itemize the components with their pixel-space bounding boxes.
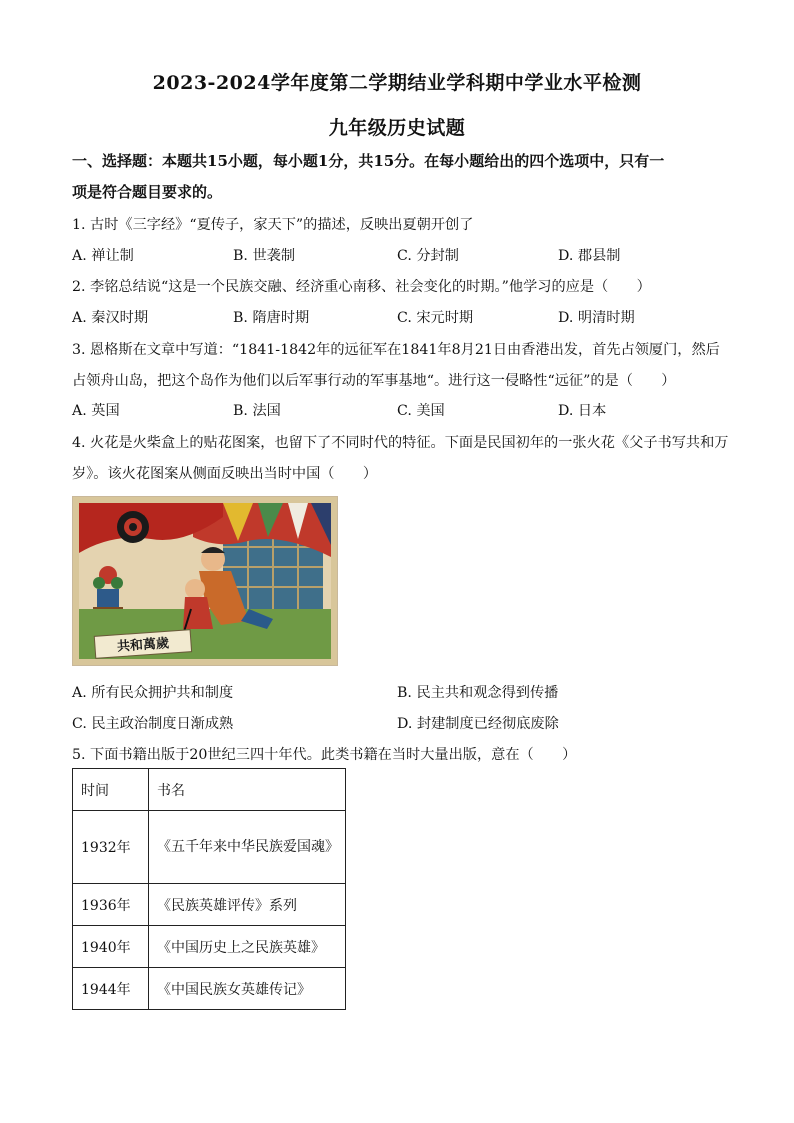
q1-option-a[interactable]: A. 禅让制	[72, 248, 134, 264]
q2-option-b[interactable]: B. 隋唐时期	[233, 310, 310, 326]
exam-subtitle: 九年级历史试题	[328, 117, 466, 139]
q4-option-a[interactable]: A. 所有民众拥护共和制度	[72, 685, 234, 701]
q3-stem-line1: 3. 恩格斯在文章中写道：“1841-1842年的远征军在1841年8月21日由香港出发，首先占领厦门，然后	[72, 342, 720, 358]
q1-option-b[interactable]: B. 世袭制	[233, 248, 296, 264]
q2-option-d[interactable]: D. 明清时期	[558, 310, 635, 326]
q1-option-d[interactable]: D. 郡县制	[558, 248, 621, 264]
table-header-title: 书名	[149, 769, 346, 811]
table-header-row	[73, 769, 346, 811]
q3-option-d[interactable]: D. 日本	[558, 403, 607, 419]
table-row	[73, 926, 346, 968]
table-row	[73, 884, 346, 926]
q4-option-c[interactable]: C. 民主政治制度日渐成熟	[72, 716, 234, 732]
q4-option-b[interactable]: B. 民主共和观念得到传播	[397, 685, 559, 701]
q2-option-a[interactable]: A. 秦汉时期	[72, 310, 149, 326]
q3-option-a[interactable]: A. 英国	[72, 403, 120, 419]
q3-option-c[interactable]: C. 美国	[397, 403, 445, 419]
table-cell-year: 1940年	[73, 926, 149, 968]
q1-stem: 1. 古时《三字经》“夏传子，家天下”的描述，反映出夏朝开创了	[72, 217, 474, 233]
table-cell-book: 《中国历史上之民族英雄》	[149, 926, 346, 968]
table-row	[73, 968, 346, 1010]
q5-stem: 5. 下面书籍出版于20世纪三四十年代。此类书籍在当时大量出版，意在（ ）	[72, 747, 577, 763]
q4-stem-line1: 4. 火花是火柴盒上的贴花图案，也留下了不同时代的特征。下面是民国初年的一张火花《父子书写共和万	[72, 435, 729, 451]
section-instruction-line2: 项是符合题目要求的。	[72, 183, 223, 201]
table-cell-book: 《中国民族女英雄传记》	[149, 968, 346, 1010]
q3-option-b[interactable]: B. 法国	[233, 403, 281, 419]
q2-option-c[interactable]: C. 宋元时期	[397, 310, 474, 326]
q4-option-d[interactable]: D. 封建制度已经彻底废除	[397, 716, 559, 732]
table-row	[73, 811, 346, 884]
q2-stem: 2. 李铭总结说“这是一个民族交融、经济重心南移、社会变化的时期。”他学习的应是（ ）	[72, 279, 651, 295]
table-cell-year: 1932年	[73, 811, 149, 884]
table-cell-year: 1944年	[73, 968, 149, 1010]
matchbox-illustration	[73, 497, 337, 665]
table-cell-book: 《民族英雄评传》系列	[149, 884, 346, 926]
banner-text: 共和萬歲	[116, 636, 170, 655]
section-instruction-line1: 一、选择题：本题共15小题，每小题1分，共15分。在每小题给出的四个选项中，只有一	[72, 152, 665, 170]
q3-stem-line2: 占领舟山岛，把这个岛作为他们以后军事行动的军事基地“。进行这一侵略性“远征”的是（ ）	[72, 373, 676, 389]
table-header-time: 时间	[73, 769, 149, 811]
books-table	[72, 768, 346, 1010]
table-cell-book: 《五千年来中华民族爱国魂》	[149, 811, 346, 884]
q4-stem-line2: 岁》。该火花图案从侧面反映出当时中国（ ）	[72, 466, 378, 482]
exam-title: 2023-2024学年度第二学期结业学科期中学业水平检测	[152, 72, 642, 94]
matchbox-label-image	[72, 496, 338, 666]
table-cell-year: 1936年	[73, 884, 149, 926]
q1-option-c[interactable]: C. 分封制	[397, 248, 459, 264]
